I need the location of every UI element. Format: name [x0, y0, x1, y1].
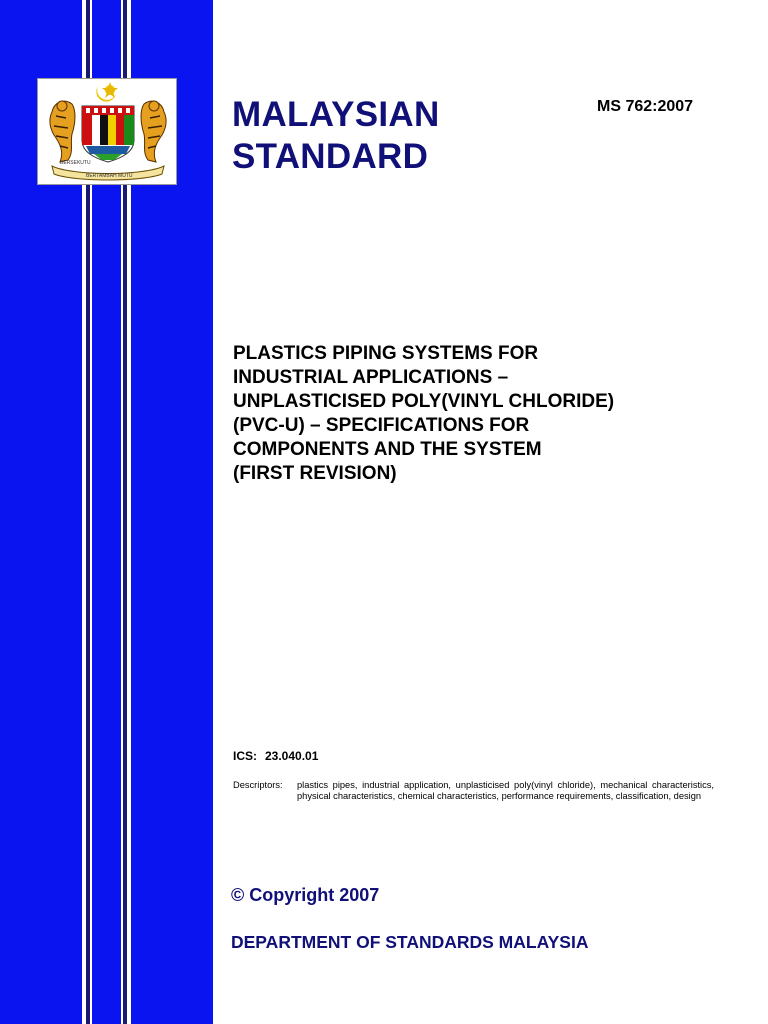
title-line: MALAYSIAN [232, 95, 440, 134]
document-title-line: (PVC-U) – SPECIFICATIONS FOR [233, 415, 530, 436]
title-line: STANDARD [232, 137, 429, 176]
ics-label: ICS: [233, 749, 257, 763]
descriptors-text: plastics pipes, industrial application, unplasticised poly(vinyl chloride), mechanical characteristics, physical characteristics, chemical characteristics, performance requirements, classification, design [297, 780, 714, 802]
standard-number: MS 762:2007 [597, 98, 694, 115]
coat-of-arms-box [37, 78, 177, 185]
malaysia-coat-of-arms-icon [42, 82, 174, 182]
document-title-line: PLASTICS PIPING SYSTEMS FOR [233, 343, 539, 364]
document-title [233, 342, 693, 486]
document-title-line: COMPONENTS AND THE SYSTEM [233, 439, 542, 460]
copyright-notice: © Copyright 2007 [231, 885, 380, 905]
publisher-name: DEPARTMENT OF STANDARDS MALAYSIA [231, 932, 589, 952]
page-title [232, 94, 562, 178]
svg-text:BERSEKUTU: BERSEKUTU [60, 160, 91, 166]
ics-code [233, 749, 318, 764]
document-title-line: INDUSTRIAL APPLICATIONS – [233, 367, 509, 388]
svg-text:BERTAMBAH MUTU: BERTAMBAH MUTU [86, 173, 133, 179]
ics-value: 23.040.01 [265, 749, 319, 763]
descriptors-label: Descriptors: [233, 780, 283, 790]
document-title-line: (FIRST REVISION) [233, 463, 397, 484]
document-title-line: UNPLASTICISED POLY(VINYL CHLORIDE) [233, 391, 615, 412]
